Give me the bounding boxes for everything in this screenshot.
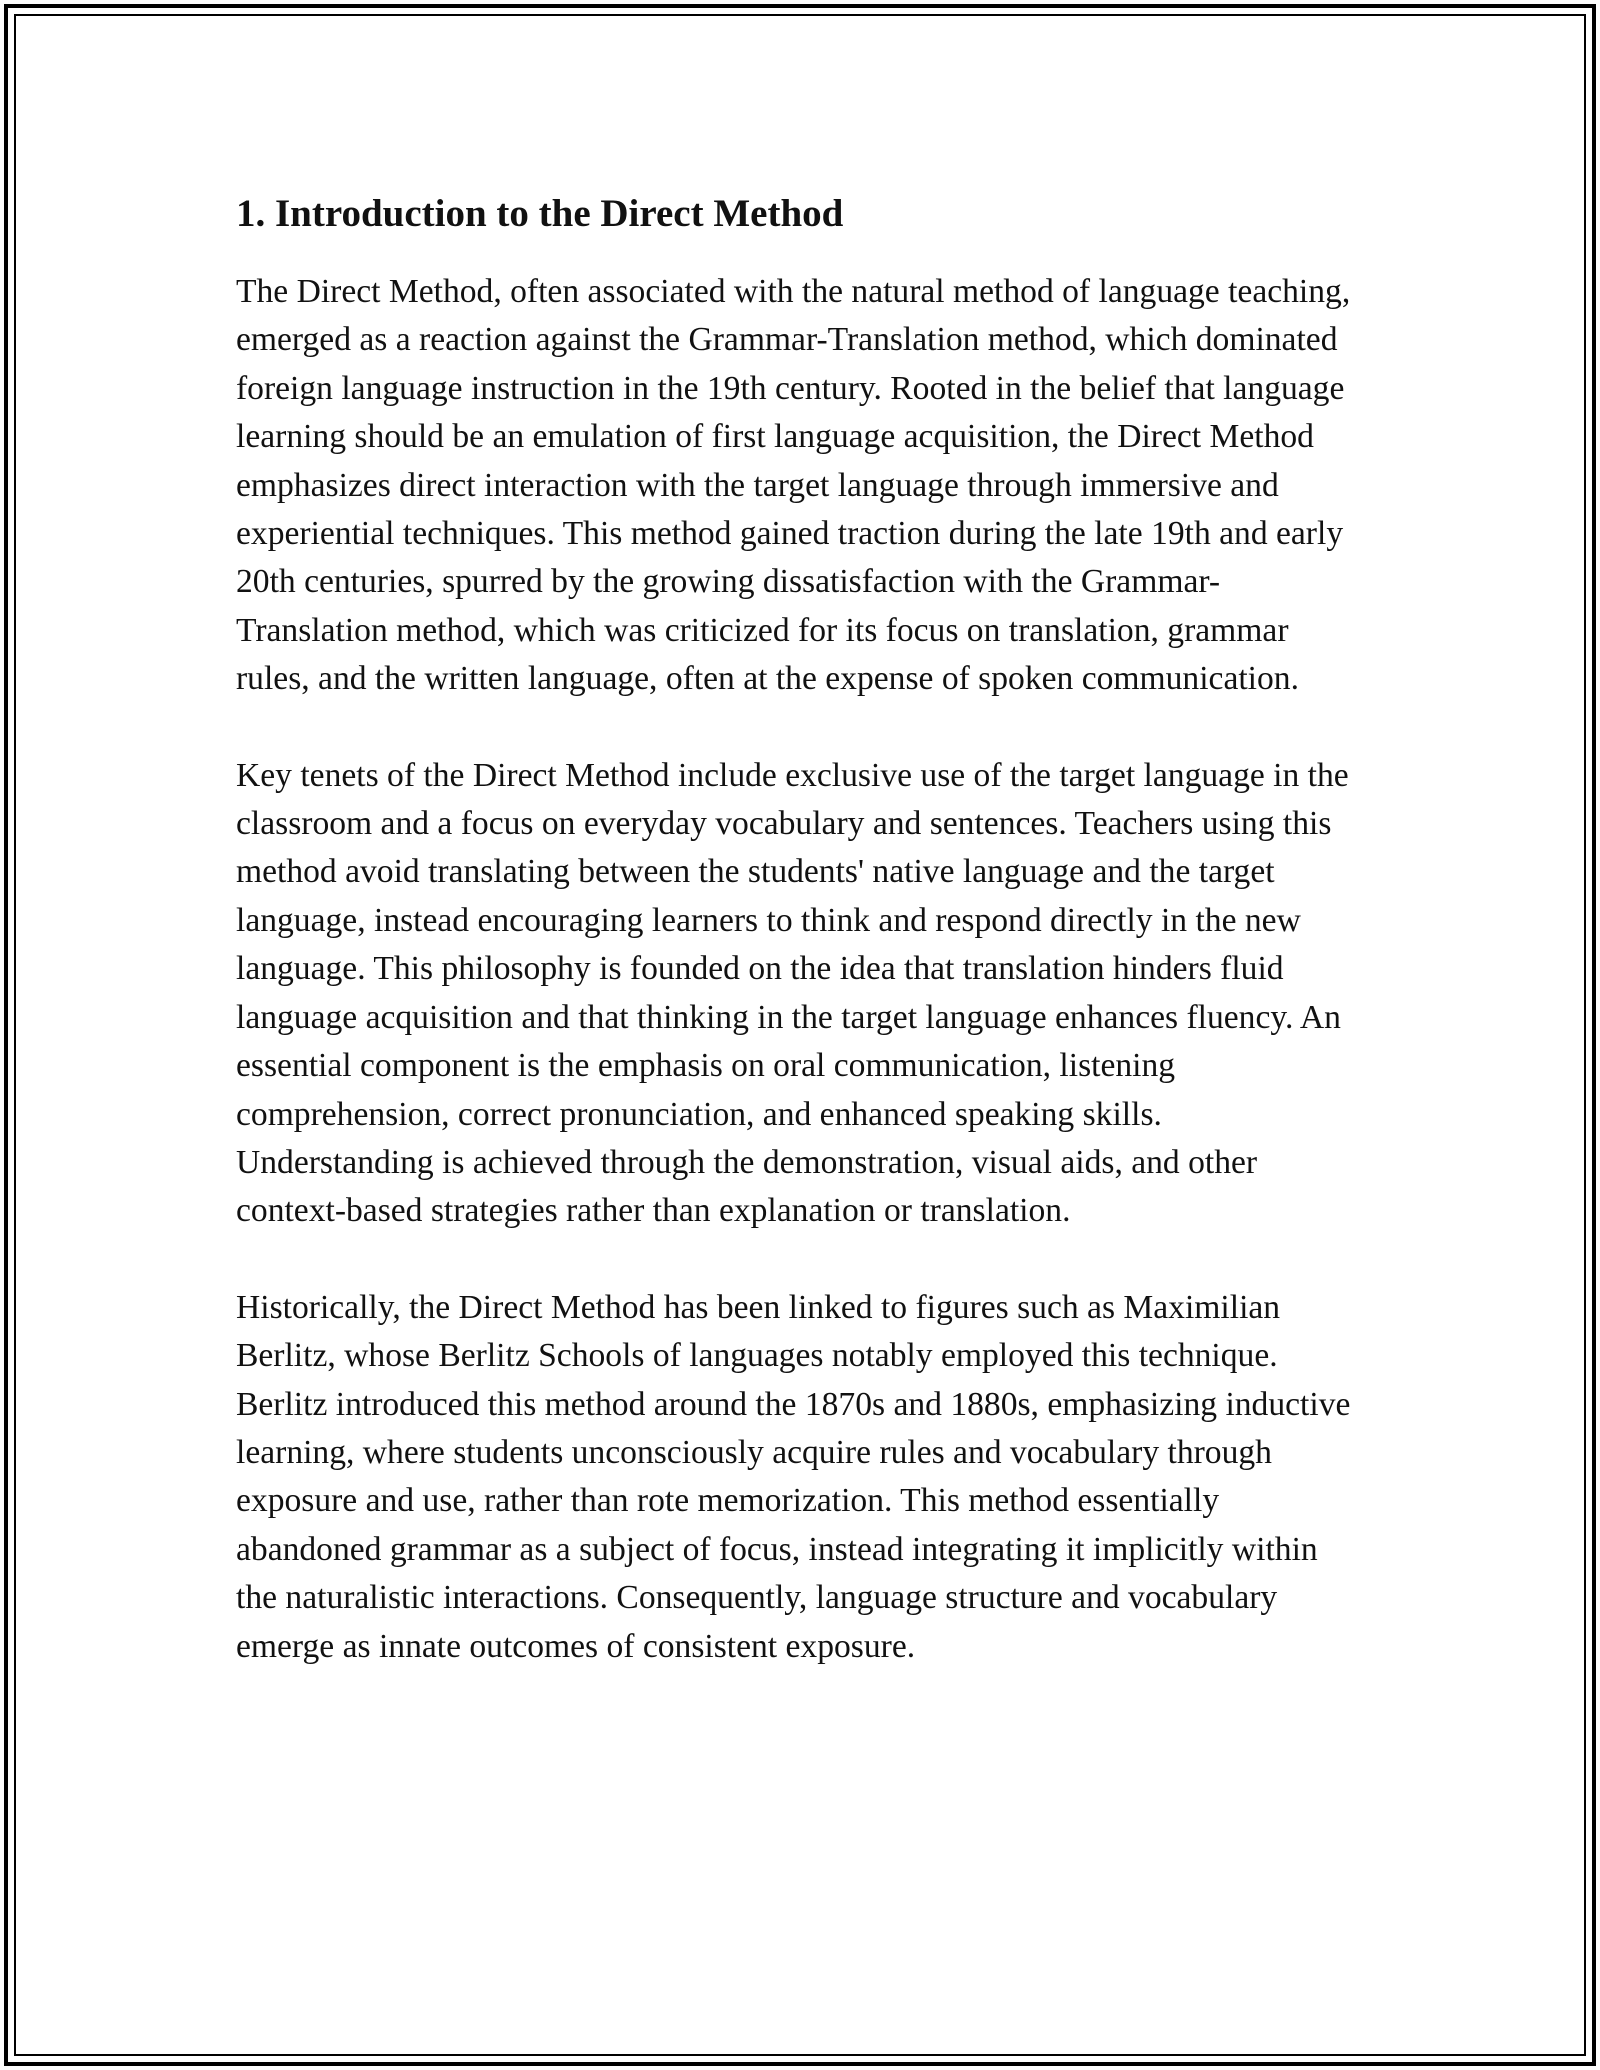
section-heading: 1. Introduction to the Direct Method xyxy=(236,192,844,235)
paragraph-historical-context: Historically, the Direct Method has been linked to figures such as Maximilian Berlitz, whose Berlitz Schools of languages notably employed this technique. Berlitz introduced this method around the 1870s and 1880s, emphasizing inductive learning, where students unconsciously acquire rules and vocabulary through exposure and use, rather than rote memorization. This method essentially abandoned grammar as a subject of focus, instead integrating it implicitly within the naturalistic interactions. Consequently, language structure and vocabulary emerge as innate outcomes of consistent exposure. xyxy=(236,1288,1351,1665)
paragraph-key-tenets: Key tenets of the Direct Method include exclusive use of the target language in the classroom and a focus on everyday vocabulary and sentences. Teachers using this method avoid translating between the students' native language and the target language, instead encouraging learners to think and respond directly in the new language. This philosophy is founded on the idea that translation hinders fluid language acquisition and that thinking in the target language enhances fluency. An essential component is the emphasis on oral communication, listening comprehension, correct pronunciation, and enhanced speaking skills. Understanding is achieved through the demonstration, visual aids, and other context-based strategies rather than explanation or translation. xyxy=(236,756,1349,1230)
document-body xyxy=(236,190,1366,1719)
paragraph-direct-method-origins: The Direct Method, often associated with the natural method of language teaching, emerged as a reaction against the Grammar-Translation method, which dominated foreign language instruction in the 19th century. Rooted in the belief that language learning should be an emulation of first language acquisition, the Direct Method emphasizes direct interaction with the target language through immersive and experiential techniques. This method gained traction during the late 19th and early 20th centuries, spurred by the growing dissatisfaction with the Grammar-Translation method, which was criticized for its focus on translation, grammar rules, and the written language, often at the expense of spoken communication. xyxy=(236,273,1351,698)
